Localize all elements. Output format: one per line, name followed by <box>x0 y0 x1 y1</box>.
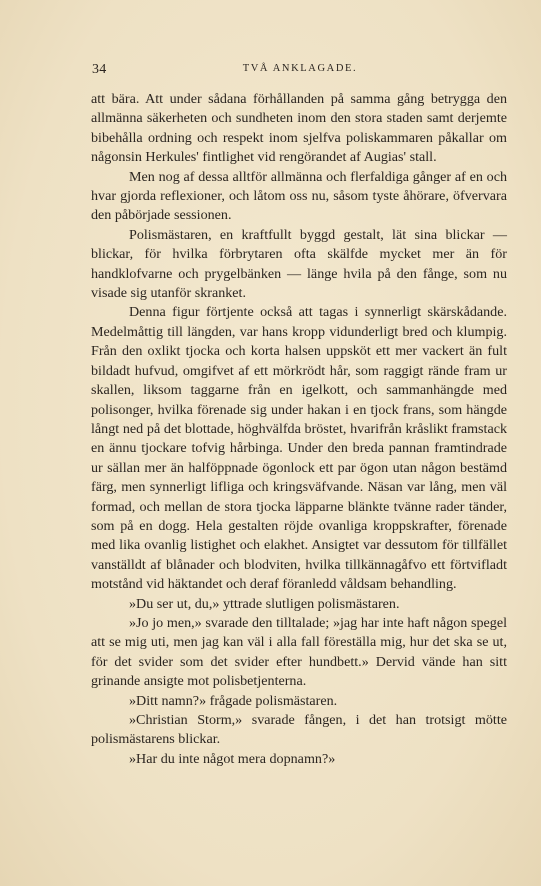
dialogue-line: »Har du inte något mera dopnamn?» <box>129 750 336 767</box>
paragraph: Polismästaren, en kraftfullt byggd gestalt, lät sina blickar — blickar, för hvilka förbrytaren ofta skälfde mycket mer än för handklofvarne och prygelbänken — länge hvila på den fånge, som nu visade sig utanför skranket. <box>91 226 507 302</box>
running-head <box>92 62 508 80</box>
body-text <box>91 90 507 769</box>
dialogue-line: »Christian Storm,» svarade fången, i det han trotsigt mötte polismästarens blickar. <box>91 712 507 748</box>
page-number: 34 <box>92 62 107 77</box>
paragraph: Men nog af dessa alltför allmänna och flerfaldiga gånger af en och hvar gjorda reflexioner, och låtom oss nu, såsom tyste åhörare, öfvervara den påbörjade sessionen. <box>91 168 507 224</box>
paragraph: Denna figur förtjente också att tagas i synnerligt skärskådande. Medelmåttig till längden, var hans kropp vidunderligt bred och klumpig. Från den oxlikt tjocka och korta halsen uppsköt ett mer vackert än fult bildadt hufvud, omgifvet af ett mörkrödt hår, som raggigt rände fram ur skallen, liksom taggarne från en igelkott, och sammanhängde med polisonger, hvilka förenade sig under hakan i en tjock frans, som hängde långt ned på det blottade, höghvälfda bröstet, hvarifrån kråslikt framstack en ännu tjockare tofvig hårbinga. Under den breda pannan framtindrade ur sällan mer än halföppnade ögonlock ett par ögon utan någon bestämd färg, men synnerligt lifliga och kringsväfvande. Näsan var lång, men väl formad, och mellan de stora tjocka läpparne blänkte tvänne rader tänder, som på en dogg. Hela gestalten röjde ovanliga kroppskrafter, förenade med lika ovanlig listighet och elakhet. Ansigtet var dessutom för tillfället vanställdt af blånader och blodviten, hvilka tillkännagåfvo ett förtvifladt motstånd vid häktandet och deraf föranledd våldsam behandling. <box>91 304 507 593</box>
dialogue-line: »Ditt namn?» frågade polismästaren. <box>129 692 338 709</box>
dialogue-line: »Jo jo men,» svarade den tilltalade; »jag har inte haft någon spegel att se mig uti, men jag kan väl i alla fall föreställa mig, hur det ska se ut, för det svider som det svider efter hundbett.» Dervid vände han sitt grinande ansigte mot polisbetjenterna. <box>91 614 507 690</box>
dialogue-line: »Du ser ut, du,» yttrade slutligen polismästaren. <box>129 595 400 612</box>
running-head-title: TVÅ ANKLAGADE. <box>242 63 358 74</box>
paragraph: att bära. Att under sådana förhållanden på samma gång betrygga den allmänna säkerheten och sundheten inom den stora staden samt derjemte bibehålla ordning och respekt inom sjelfva poliskammaren påkallar om någonsin Herkules' fintlighet vid rengörandet af Augias' stall. <box>91 91 507 166</box>
